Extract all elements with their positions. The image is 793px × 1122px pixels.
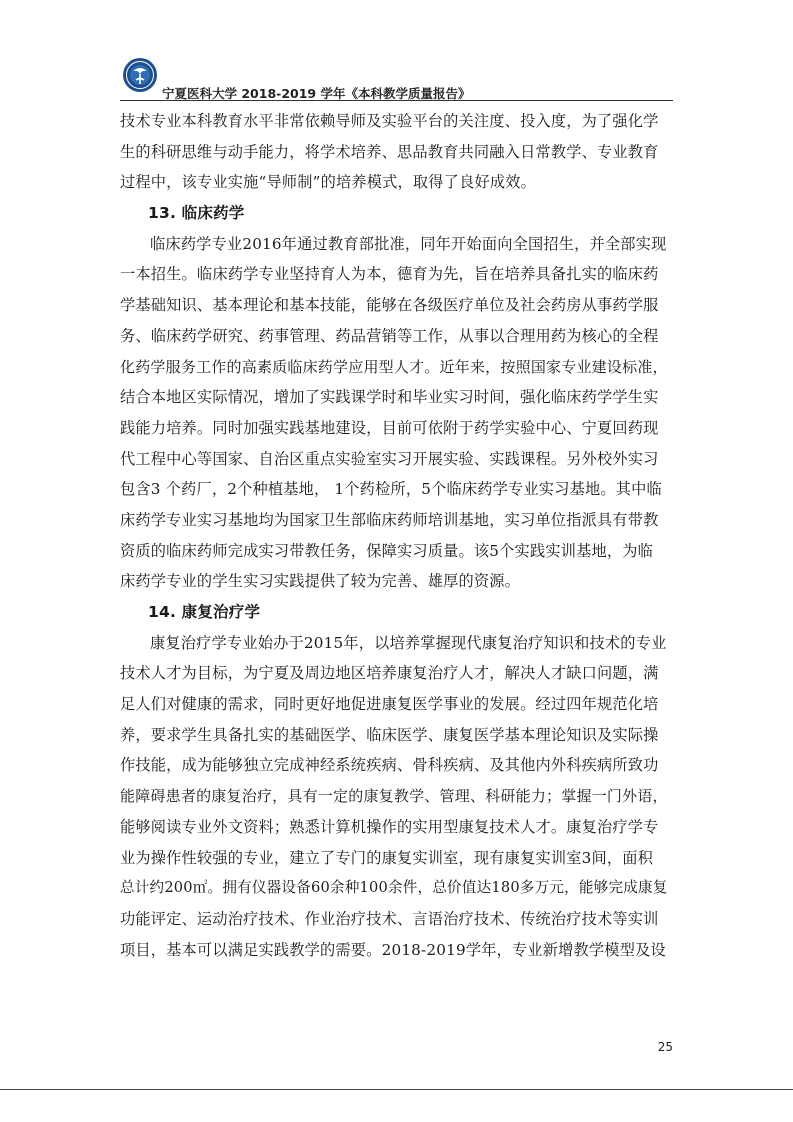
paragraph-line: 临床药学专业2016年通过教育部批准，同年开始面向全国招生，并全部实现 <box>150 234 667 253</box>
paragraph-line: 结合本地区实际情况，增加了实践课学时和毕业实习时间，强化临床药学学生实 <box>120 388 659 407</box>
paragraph-line: 作技能，成为能够独立完成神经系统疾病、骨科疾病、及其他内外科疾病所致功 <box>120 756 659 775</box>
paragraph-line: 化药学服务工作的高素质临床药学应用型人才。近年来，按照国家专业建设标准， <box>120 357 668 376</box>
paragraph-line: 践能力培养。同时加强实践基地建设，目前可依附于药学实验中心、宁夏回药现 <box>120 418 659 437</box>
paragraph-line: 业为操作性较强的专业，建立了专门的康复实训室，现有康复实训室3间，面积 <box>120 848 654 867</box>
paragraph-line: 床药学专业的学生实习实践提供了较为完善、雄厚的资源。 <box>120 572 521 591</box>
section-heading: 13. 临床药学 <box>148 204 245 223</box>
paragraph-line: 生的科研思维与动手能力，将学术培养、思品教育共同融入日常教学、专业教育 <box>120 142 659 161</box>
paragraph-line: 能障碍患者的康复治疗，具有一定的康复教学、管理、科研能力；掌握一门外语， <box>120 787 668 806</box>
page-body <box>120 106 673 965</box>
section-heading: 14. 康复治疗学 <box>148 603 261 621</box>
university-logo <box>122 57 158 93</box>
paragraph-line: 技术人才为目标，为宁夏及周边地区培养康复治疗人才，解决人才缺口问题，满 <box>120 664 659 683</box>
paragraph-line: 过程中，该专业实施“导师制”的培养模式，取得了良好成效。 <box>120 173 537 192</box>
paragraph-line: 总计约200㎡。拥有仪器设备60余种100余件，总价值达180多万元，能够完成康复 <box>120 879 668 897</box>
paragraph-line: 床药学专业实习基地均为国家卫生部临床药师培训基地，实习单位指派具有带教 <box>120 510 659 529</box>
paragraph-line: 务、临床药学研究、药事管理、药品营销等工作，从事以合理用药为核心的全程 <box>120 326 659 345</box>
paragraph-line: 项目，基本可以满足实践教学的需要。2018-2019学年，专业新增教学模型及设 <box>120 940 666 959</box>
page-number: 25 <box>657 1040 673 1054</box>
paragraph-line: 足人们对健康的需求，同时更好地促进康复医学事业的发展。经过四年规范化培 <box>120 695 659 714</box>
paragraph-line: 包含3 个药厂，2个种植基地， 1个药检所，5个临床药学专业实习基地。其中临 <box>120 480 662 499</box>
paragraph-line: 功能评定、运动治疗技术、作业治疗技术、言语治疗技术、传统治疗技术等实训 <box>120 909 659 928</box>
paragraph-line: 能够阅读专业外文资料；熟悉计算机操作的实用型康复技术人才。康复治疗学专 <box>120 817 659 836</box>
paragraph-line: 养，要求学生具备扎实的基础医学、临床医学、康复医学基本理论知识及实际操 <box>120 725 659 744</box>
header-divider <box>120 100 673 101</box>
paragraph-line: 资质的临床药师完成实习带教任务，保障实习质量。该5个实践实训基地，为临 <box>120 541 654 560</box>
paragraph-line: 代工程中心等国家、自治区重点实验室实习开展实验、实践课程。另外校外实习 <box>120 449 659 468</box>
paragraph-line: 技术专业本科教育水平非常依赖导师及实验平台的关注度、投入度，为了强化学 <box>120 112 659 130</box>
paragraph-line: 康复治疗学专业始办于2015年，以培养掌握现代康复治疗知识和技术的专业 <box>150 633 667 652</box>
footer-divider <box>0 1089 793 1090</box>
report-header-title: 宁夏医科大学 2018-2019 学年《本科教学质量报告》 <box>162 86 471 101</box>
paragraph-line: 学基础知识、基本理论和基本技能，能够在各级医疗单位及社会药房从事药学服 <box>120 296 659 315</box>
paragraph-line: 一本招生。临床药学专业坚持育人为本，德育为先，旨在培养具备扎实的临床药 <box>120 265 659 284</box>
